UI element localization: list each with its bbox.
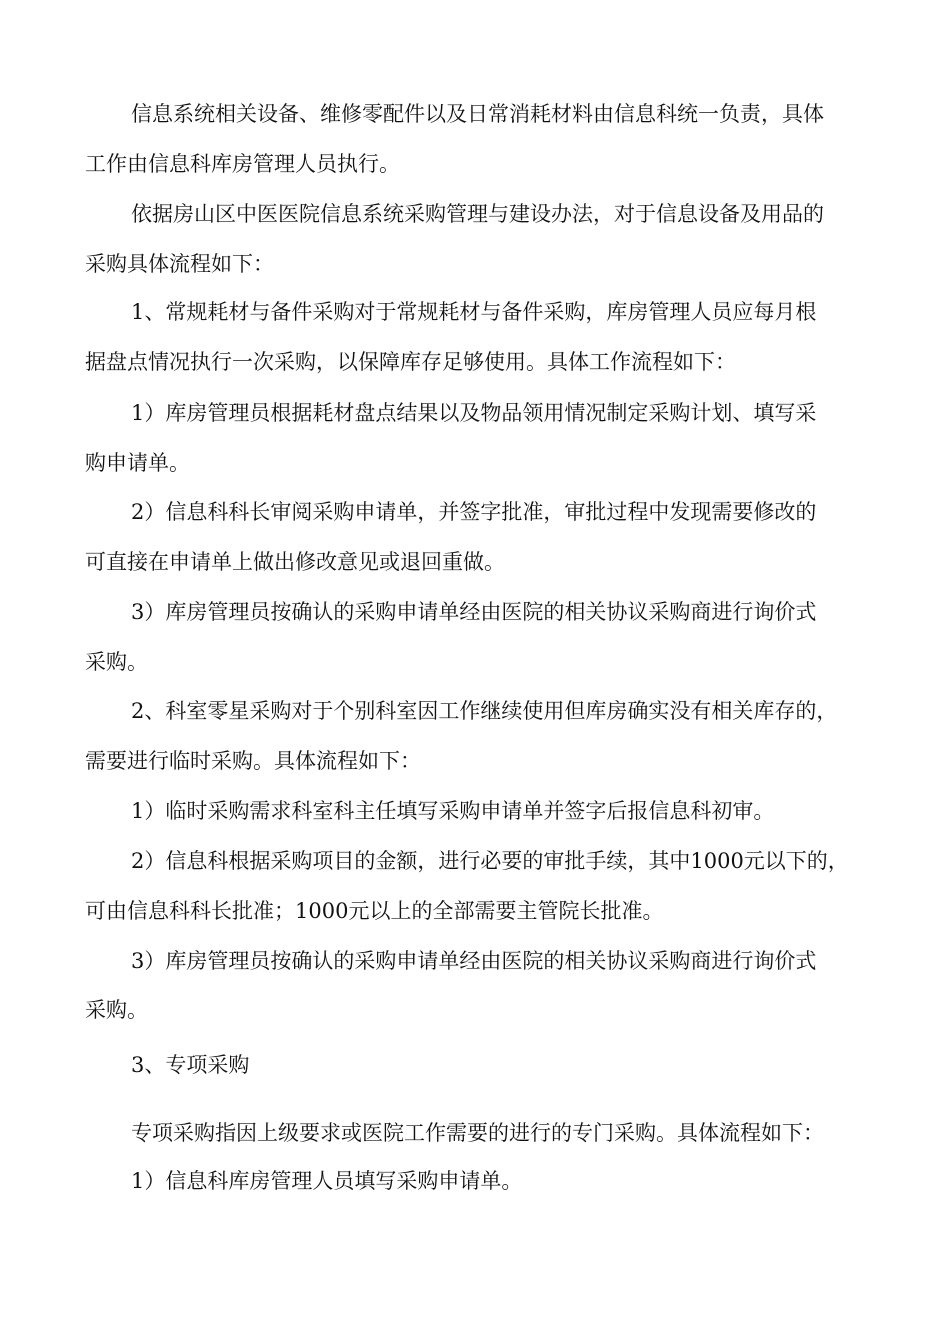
p1-line2: 工作由信息科库房管理人员执行。: [85, 152, 400, 176]
p3-line2: 据盘点情况执行一次采购，以保障库存足够使用。具体工作流程如下：: [85, 350, 736, 374]
p3-line1: 1、常规耗材与备件采购对于常规耗材与备件采购，库房管理人员应每月根: [131, 300, 817, 324]
p12-line1: 专项采购指因上级要求或医院工作需要的进行的专门采购。具体流程如下：: [131, 1121, 824, 1145]
p10-line2: 采购。: [85, 998, 148, 1022]
p6-line1: 3）库房管理员按确认的采购申请单经由医院的相关协议采购商进行询价式: [131, 600, 817, 624]
p7-line2: 需要进行临时采购。具体流程如下：: [85, 749, 421, 773]
p4-line1: 1）库房管理员根据耗材盘点结果以及物品领用情况制定采购计划、填写采: [131, 401, 817, 425]
p10-line1: 3）库房管理员按确认的采购申请单经由医院的相关协议采购商进行询价式: [131, 949, 817, 973]
p13-line1: 1）信息科库房管理人员填写采购申请单。: [131, 1169, 523, 1193]
p9-line2: 可由信息科科长批准；1000元以上的全部需要主管院长批准。: [85, 899, 664, 923]
p2-line2: 采购具体流程如下：: [85, 252, 274, 276]
p5-line2: 可直接在申请单上做出修改意见或退回重做。: [85, 550, 505, 574]
p8-line1: 1）临时采购需求科室科主任填写采购申请单并签字后报信息科初审。: [131, 799, 775, 823]
p11-line1: 3、专项采购: [131, 1053, 250, 1077]
p7-line1: 2、科室零星采购对于个别科室因工作继续使用但库房确实没有相关库存的，: [131, 699, 838, 723]
p5-line1: 2）信息科科长审阅采购申请单，并签字批准，审批过程中发现需要修改的: [131, 500, 817, 524]
p9-line1: 2）信息科根据采购项目的金额，进行必要的审批手续，其中1000元以下的，: [131, 849, 849, 873]
p2-line1: 依据房山区中医医院信息系统采购管理与建设办法，对于信息设备及用品的: [131, 202, 824, 226]
p4-line2: 购申请单。: [85, 451, 190, 475]
p6-line2: 采购。: [85, 650, 148, 674]
p1-line1: 信息系统相关设备、维修零配件以及日常消耗材料由信息科统一负责，具体: [131, 102, 824, 126]
